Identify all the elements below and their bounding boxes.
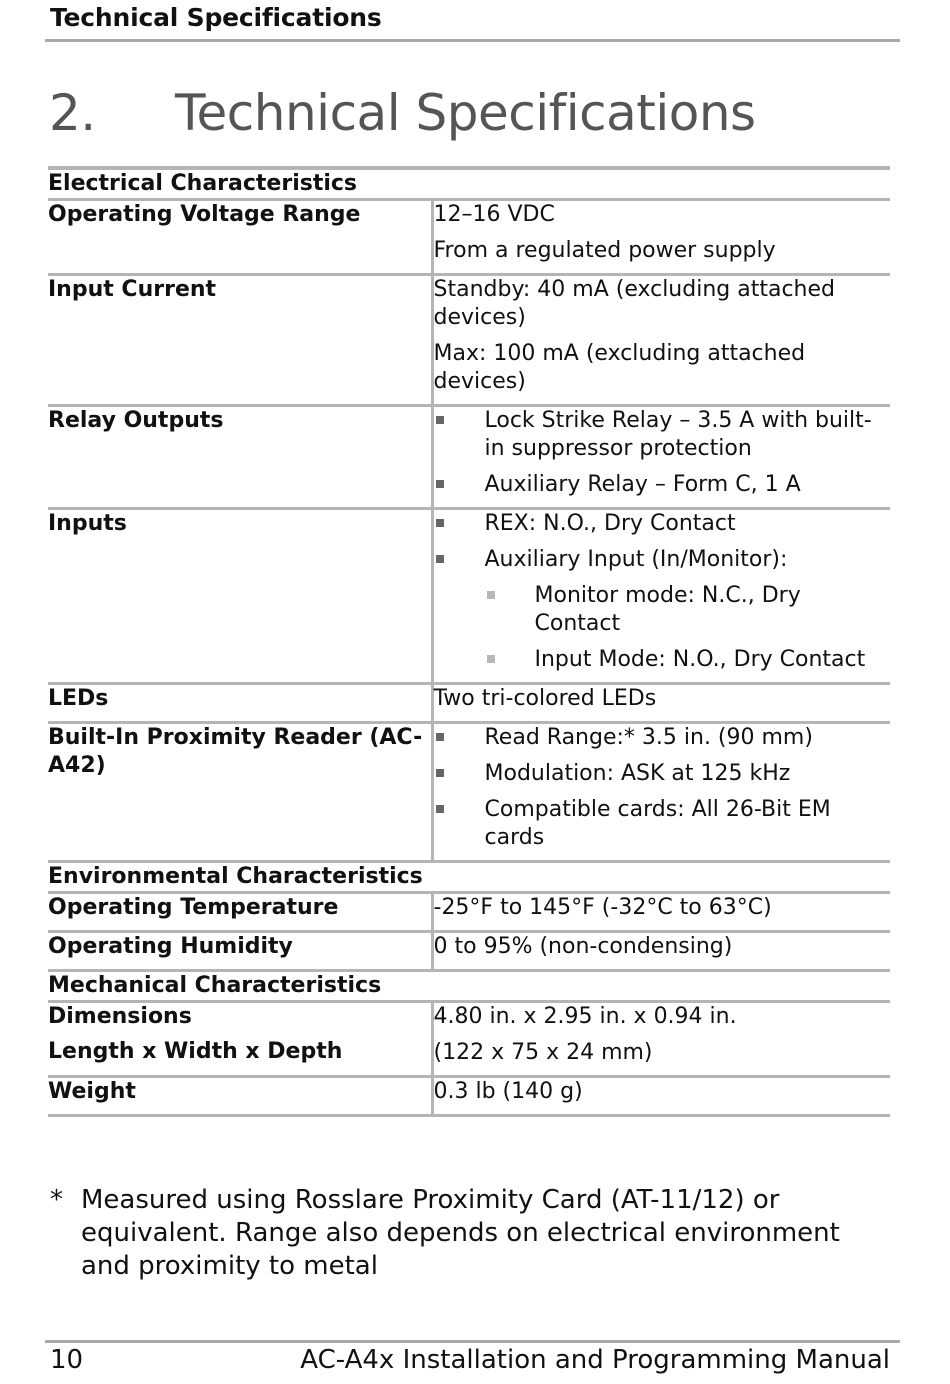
section-mechanical bbox=[48, 971, 890, 1002]
table-row bbox=[48, 893, 890, 932]
chapter-heading: Technical Specifications bbox=[175, 84, 756, 142]
row-value bbox=[432, 406, 890, 509]
row-label: Built-In Proximity Reader (AC-A42) bbox=[48, 723, 432, 862]
row-value bbox=[432, 509, 890, 684]
table-row bbox=[48, 723, 890, 862]
table-row bbox=[48, 1002, 890, 1077]
table-row bbox=[48, 200, 890, 275]
row-label: Operating Humidity bbox=[48, 932, 432, 971]
weight-value: 0.3 lb (140 g) bbox=[433, 1079, 583, 1104]
section-title-mechanical: Mechanical Characteristics bbox=[48, 971, 890, 1002]
section-title-environmental: Environmental Characteristics bbox=[48, 862, 890, 893]
section-electrical bbox=[48, 168, 890, 200]
humidity-value: 0 to 95% (non-condensing) bbox=[433, 934, 733, 959]
section-environmental bbox=[48, 862, 890, 893]
row-value bbox=[432, 893, 890, 932]
voltage-range: 12–16 VDC bbox=[433, 202, 555, 227]
square-bullet-icon bbox=[487, 655, 495, 663]
list-item: Auxiliary Relay – Form C, 1 A bbox=[434, 471, 891, 499]
footnote bbox=[50, 1184, 890, 1283]
row-label: Operating Temperature bbox=[48, 893, 432, 932]
list-item: Read Range:* 3.5 in. (90 mm) bbox=[434, 724, 891, 752]
table-row bbox=[48, 406, 890, 509]
temperature-value: -25°F to 145°F (-32°C to 63°C) bbox=[433, 895, 772, 920]
row-value bbox=[432, 275, 890, 406]
row-label: Inputs bbox=[48, 509, 432, 684]
row-label: LEDs bbox=[48, 684, 432, 723]
chapter-number: 2. bbox=[49, 84, 96, 142]
square-bullet-icon bbox=[436, 733, 444, 741]
square-bullet-icon bbox=[436, 480, 444, 488]
row-value bbox=[432, 1077, 890, 1116]
page-number: 10 bbox=[50, 1345, 84, 1375]
row-value bbox=[432, 200, 890, 275]
table-row bbox=[48, 509, 890, 684]
row-label: Operating Voltage Range bbox=[48, 200, 432, 275]
row-label: Relay Outputs bbox=[48, 406, 432, 509]
square-bullet-icon bbox=[436, 519, 444, 527]
footer-rule bbox=[45, 1340, 900, 1343]
sub-bullet-list bbox=[485, 582, 891, 674]
list-item: REX: N.O., Dry Contact bbox=[434, 510, 891, 538]
list-item: Lock Strike Relay – 3.5 A with built-in suppressor protection bbox=[434, 407, 891, 463]
square-bullet-icon bbox=[436, 805, 444, 813]
bullet-list bbox=[434, 724, 891, 852]
dimensions-mm: (122 x 75 x 24 mm) bbox=[433, 1040, 653, 1065]
square-bullet-icon bbox=[436, 416, 444, 424]
dimensions-inches: 4.80 in. x 2.95 in. x 0.94 in. bbox=[433, 1004, 737, 1029]
row-value bbox=[432, 1002, 890, 1077]
list-item: Compatible cards: All 26-Bit EM cards bbox=[434, 796, 891, 852]
bullet-list bbox=[434, 510, 891, 674]
table-row bbox=[48, 1077, 890, 1116]
footnote-text: Measured using Rosslare Proximity Card (AT-11/12) or equivalent. Range also depends on electrical environment and proximity to metal bbox=[81, 1185, 840, 1281]
chapter-title bbox=[49, 84, 756, 142]
row-value bbox=[432, 723, 890, 862]
dimensions-label: Dimensions bbox=[48, 1004, 192, 1029]
table-row bbox=[48, 684, 890, 723]
max-current: Max: 100 mA (excluding attached devices) bbox=[433, 341, 806, 394]
running-header: Technical Specifications bbox=[50, 3, 382, 32]
square-bullet-icon bbox=[436, 555, 444, 563]
dimensions-sublabel: Length x Width x Depth bbox=[48, 1039, 343, 1064]
list-item: Input Mode: N.O., Dry Contact bbox=[485, 646, 891, 674]
square-bullet-icon bbox=[487, 591, 495, 599]
standby-current: Standby: 40 mA (excluding attached devices) bbox=[433, 277, 835, 330]
footnote-marker: * bbox=[50, 1185, 63, 1215]
row-label bbox=[48, 1002, 432, 1077]
header-rule bbox=[45, 39, 900, 42]
manual-title: AC-A4x Installation and Programming Manual bbox=[300, 1345, 890, 1375]
leds-value: Two tri-colored LEDs bbox=[433, 686, 657, 711]
row-value bbox=[432, 932, 890, 971]
table-row bbox=[48, 932, 890, 971]
list-item: Auxiliary Input (In/Monitor): Monitor mode: N.C., Dry Contact Input Mode: N.O., Dry Contact bbox=[434, 546, 891, 674]
list-item: Monitor mode: N.C., Dry Contact bbox=[485, 582, 891, 638]
row-label: Weight bbox=[48, 1077, 432, 1116]
row-label: Input Current bbox=[48, 275, 432, 406]
table-row bbox=[48, 275, 890, 406]
voltage-note: From a regulated power supply bbox=[433, 238, 776, 263]
square-bullet-icon bbox=[436, 769, 444, 777]
bullet-list bbox=[434, 407, 891, 499]
specs-table bbox=[48, 166, 890, 1117]
list-item: Modulation: ASK at 125 kHz bbox=[434, 760, 891, 788]
section-title-electrical: Electrical Characteristics bbox=[48, 168, 890, 200]
row-value bbox=[432, 684, 890, 723]
